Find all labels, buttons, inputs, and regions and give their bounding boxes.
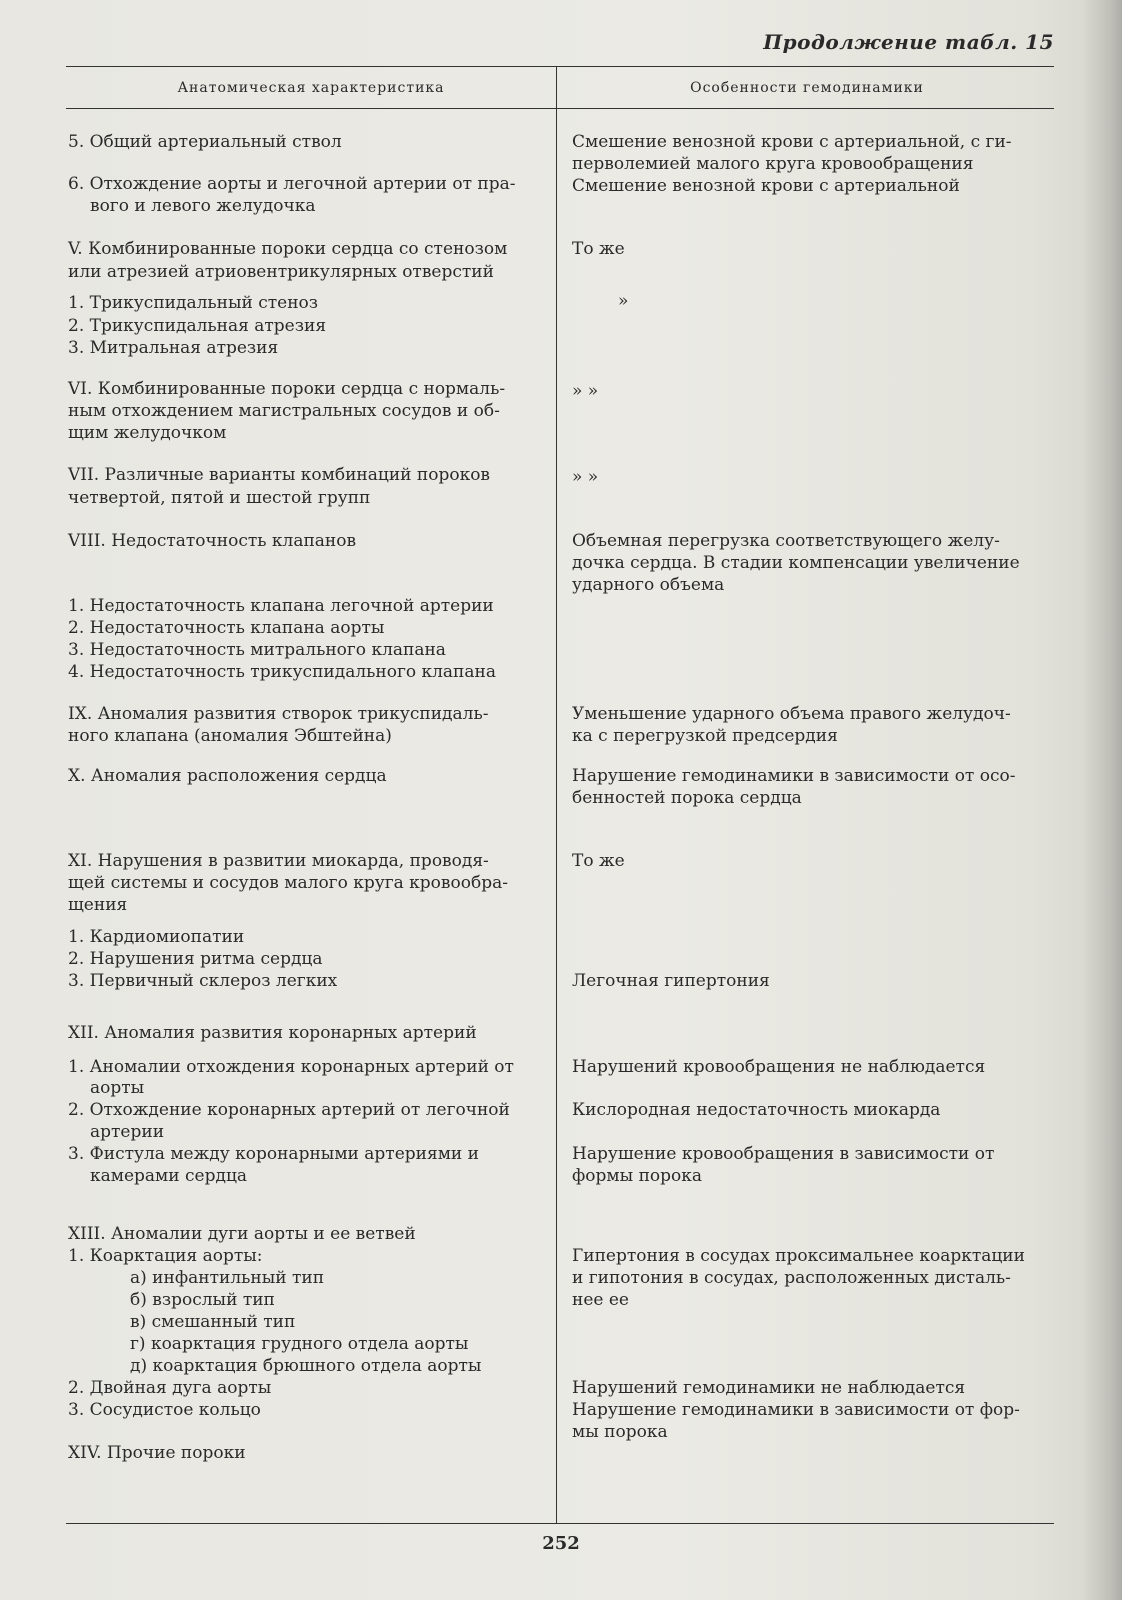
anatomy-line: XI. Нарушения в развитии миокарда, проводя- [68, 851, 489, 871]
hemodynamics-line: Кислородная недостаточность миокарда [572, 1100, 941, 1120]
hemodynamics-line: дочка сердца. В стадии компенсации увеличение [572, 553, 1020, 573]
hemodynamics-line: Нарушение гемодинамики в зависимости от фор- [572, 1400, 1020, 1420]
anatomy-line: щения [68, 895, 128, 915]
column-header-anatomy: Анатомическая характеристика [177, 80, 445, 96]
hemodynamics-line: То же [572, 239, 625, 259]
anatomy-line: а) инфантильный тип [130, 1268, 325, 1288]
hemodynamics-line: формы порока [572, 1166, 703, 1186]
anatomy-line: щей системы и сосудов малого круга кровообра- [68, 873, 508, 893]
anatomy-line: VII. Различные варианты комбинаций пороков [68, 465, 491, 485]
hemodynamics-line: Нарушений гемодинамики не наблюдается [572, 1378, 966, 1398]
anatomy-line: 1. Трикуспидальный стеноз [68, 293, 319, 313]
hemodynamics-line: » [618, 291, 629, 311]
anatomy-line: 5. Общий артериальный ствол [68, 132, 342, 152]
anatomy-line: г) коарктация грудного отдела аорты [130, 1334, 469, 1354]
hemodynamics-line: Нарушение гемодинамики в зависимости от осо- [572, 766, 1016, 786]
hemodynamics-line: нее ее [572, 1290, 629, 1310]
table-header-rule [66, 108, 1054, 109]
anatomy-line: 2. Двойная дуга аорты [68, 1378, 272, 1398]
anatomy-line: 1. Коарктация аорты: [68, 1246, 263, 1266]
hemodynamics-line: То же [572, 851, 625, 871]
hemodynamics-line: Легочная гипертония [572, 971, 770, 991]
anatomy-line: д) коарктация брюшного отдела аорты [130, 1356, 482, 1376]
hemodynamics-line: Нарушений кровообращения не наблюдается [572, 1057, 986, 1077]
anatomy-line: IX. Аномалия развития створок трикуспидаль- [68, 704, 489, 724]
hemodynamics-line: Объемная перегрузка соответствующего желу- [572, 531, 1000, 551]
anatomy-line: щим желудочком [68, 423, 227, 443]
anatomy-line: аорты [90, 1078, 145, 1098]
anatomy-line: X. Аномалия расположения сердца [68, 766, 387, 786]
table-bottom-rule [66, 1523, 1054, 1524]
anatomy-line: артерии [90, 1122, 165, 1142]
hemodynamics-line: ударного объема [572, 575, 725, 595]
page-number: 252 [542, 1533, 580, 1554]
column-divider [556, 66, 557, 1523]
page-binding-shadow [1082, 0, 1122, 1600]
anatomy-line: четвертой, пятой и шестой групп [68, 488, 371, 508]
hemodynamics-line: ка с перегрузкой предсердия [572, 726, 838, 746]
anatomy-line: в) смешанный тип [130, 1312, 296, 1332]
anatomy-line: V. Комбинированные пороки сердца со стенозом [68, 239, 508, 259]
anatomy-line: ного клапана (аномалия Эбштейна) [68, 726, 392, 746]
anatomy-line: вого и левого желудочка [90, 196, 316, 216]
anatomy-line: VIII. Недостаточность клапанов [68, 531, 357, 551]
hemodynamics-line: Гипертония в сосудах проксимальнее коарктации [572, 1246, 1025, 1266]
anatomy-line: 6. Отхождение аорты и легочной артерии от пра- [68, 174, 516, 194]
anatomy-line: 1. Недостаточность клапана легочной артерии [68, 596, 494, 616]
anatomy-line: камерами сердца [90, 1166, 248, 1186]
hemodynamics-line: Смешение венозной крови с артериальной [572, 176, 960, 196]
anatomy-line: VI. Комбинированные пороки сердца с нормаль- [68, 379, 506, 399]
anatomy-line: 2. Нарушения ритма сердца [68, 949, 323, 969]
hemodynamics-line: Уменьшение ударного объема правого желудоч- [572, 704, 1011, 724]
anatomy-line: б) взрослый тип [130, 1290, 275, 1310]
anatomy-line: XIV. Прочие пороки [68, 1443, 246, 1463]
hemodynamics-line: » » [572, 381, 599, 401]
anatomy-line: 2. Отхождение коронарных артерий от легочной [68, 1100, 510, 1120]
hemodynamics-line: перволемией малого круга кровообращения [572, 154, 974, 174]
hemodynamics-line: бенностей порока сердца [572, 788, 802, 808]
anatomy-line: XII. Аномалия развития коронарных артерий [68, 1023, 477, 1043]
hemodynamics-line: и гипотония в сосудах, расположенных дисталь- [572, 1268, 1011, 1288]
anatomy-line: 4. Недостаточность трикуспидального клапана [68, 662, 496, 682]
hemodynamics-line: Нарушение кровообращения в зависимости от [572, 1144, 995, 1164]
anatomy-line: 2. Трикуспидальная атрезия [68, 316, 327, 336]
column-header-hemodynamics: Особенности гемодинамики [690, 80, 924, 96]
anatomy-line: 1. Кардиомиопатии [68, 927, 245, 947]
anatomy-line: или атрезией атриовентрикулярных отверстий [68, 262, 494, 282]
hemodynamics-line: » » [572, 467, 599, 487]
anatomy-line: 1. Аномалии отхождения коронарных артерий от [68, 1057, 514, 1077]
anatomy-line: 3. Сосудистое кольцо [68, 1400, 261, 1420]
anatomy-line: 3. Митральная атрезия [68, 338, 279, 358]
table-caption: Продолжение табл. 15 [763, 30, 1054, 54]
anatomy-line: ным отхождением магистральных сосудов и об- [68, 401, 500, 421]
anatomy-line: 3. Первичный склероз легких [68, 971, 338, 991]
hemodynamics-line: Смешение венозной крови с артериальной, с ги- [572, 132, 1012, 152]
table-top-rule [66, 66, 1054, 67]
anatomy-line: 3. Недостаточность митрального клапана [68, 640, 446, 660]
anatomy-line: XIII. Аномалии дуги аорты и ее ветвей [68, 1224, 416, 1244]
hemodynamics-line: мы порока [572, 1422, 668, 1442]
anatomy-line: 2. Недостаточность клапана аорты [68, 618, 385, 638]
anatomy-line: 3. Фистула между коронарными артериями и [68, 1144, 479, 1164]
